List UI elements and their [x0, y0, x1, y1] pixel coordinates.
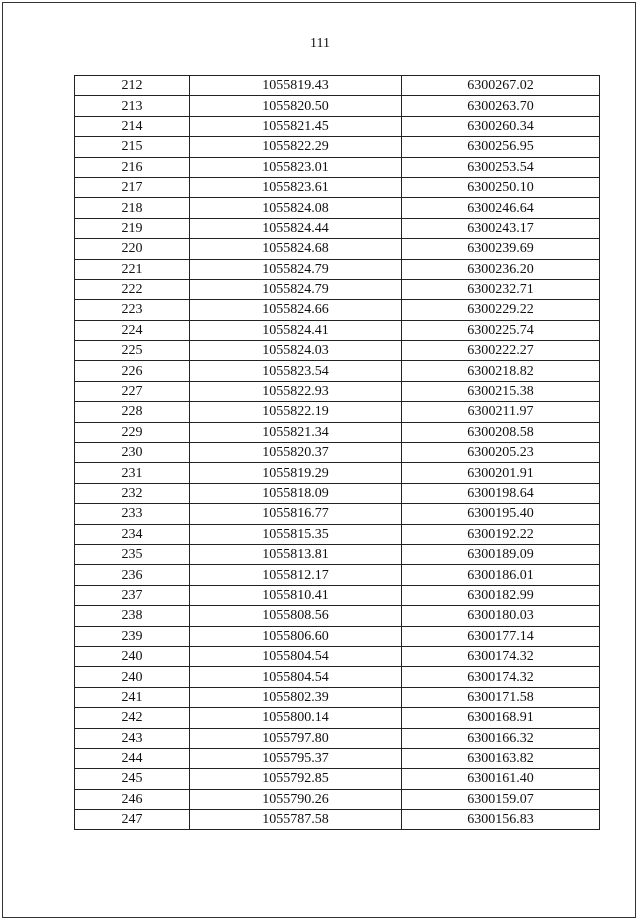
table-row	[75, 137, 600, 157]
table-row	[75, 279, 600, 299]
table-row	[75, 728, 600, 748]
y-coordinate-cell: 6300159.07	[402, 789, 600, 809]
point-number-cell: 214	[75, 116, 190, 136]
x-coordinate-cell: 1055808.56	[190, 606, 402, 626]
x-coordinate-cell: 1055820.50	[190, 96, 402, 116]
y-coordinate-cell: 6300250.10	[402, 177, 600, 197]
y-coordinate-cell: 6300186.01	[402, 565, 600, 585]
y-coordinate-cell: 6300171.58	[402, 687, 600, 707]
y-coordinate-cell: 6300189.09	[402, 544, 600, 564]
x-coordinate-cell: 1055824.66	[190, 300, 402, 320]
x-coordinate-cell: 1055800.14	[190, 708, 402, 728]
table-row	[75, 218, 600, 238]
table-row	[75, 177, 600, 197]
coordinates-table	[74, 75, 600, 830]
x-coordinate-cell: 1055792.85	[190, 769, 402, 789]
x-coordinate-cell: 1055804.54	[190, 667, 402, 687]
y-coordinate-cell: 6300256.95	[402, 137, 600, 157]
point-number-cell: 240	[75, 667, 190, 687]
x-coordinate-cell: 1055819.29	[190, 463, 402, 483]
point-number-cell: 228	[75, 402, 190, 422]
table-row	[75, 646, 600, 666]
y-coordinate-cell: 6300182.99	[402, 585, 600, 605]
x-coordinate-cell: 1055818.09	[190, 483, 402, 503]
point-number-cell: 216	[75, 157, 190, 177]
y-coordinate-cell: 6300225.74	[402, 320, 600, 340]
point-number-cell: 245	[75, 769, 190, 789]
x-coordinate-cell: 1055824.08	[190, 198, 402, 218]
point-number-cell: 235	[75, 544, 190, 564]
x-coordinate-cell: 1055804.54	[190, 646, 402, 666]
point-number-cell: 218	[75, 198, 190, 218]
table-row	[75, 504, 600, 524]
y-coordinate-cell: 6300205.23	[402, 443, 600, 463]
point-number-cell: 223	[75, 300, 190, 320]
x-coordinate-cell: 1055797.80	[190, 728, 402, 748]
point-number-cell: 240	[75, 646, 190, 666]
x-coordinate-cell: 1055813.81	[190, 544, 402, 564]
y-coordinate-cell: 6300180.03	[402, 606, 600, 626]
x-coordinate-cell: 1055824.41	[190, 320, 402, 340]
x-coordinate-cell: 1055820.37	[190, 443, 402, 463]
point-number-cell: 246	[75, 789, 190, 809]
table-row	[75, 422, 600, 442]
table-row	[75, 198, 600, 218]
y-coordinate-cell: 6300166.32	[402, 728, 600, 748]
table-row	[75, 585, 600, 605]
point-number-cell: 238	[75, 606, 190, 626]
point-number-cell: 227	[75, 381, 190, 401]
point-number-cell: 215	[75, 137, 190, 157]
point-number-cell: 241	[75, 687, 190, 707]
table-row	[75, 524, 600, 544]
point-number-cell: 225	[75, 341, 190, 361]
y-coordinate-cell: 6300246.64	[402, 198, 600, 218]
x-coordinate-cell: 1055822.19	[190, 402, 402, 422]
x-coordinate-cell: 1055815.35	[190, 524, 402, 544]
x-coordinate-cell: 1055822.93	[190, 381, 402, 401]
table-row	[75, 606, 600, 626]
point-number-cell: 247	[75, 810, 190, 830]
y-coordinate-cell: 6300211.97	[402, 402, 600, 422]
table-row	[75, 708, 600, 728]
y-coordinate-cell: 6300161.40	[402, 769, 600, 789]
y-coordinate-cell: 6300201.91	[402, 463, 600, 483]
table-row	[75, 381, 600, 401]
table-row	[75, 300, 600, 320]
point-number-cell: 221	[75, 259, 190, 279]
x-coordinate-cell: 1055790.26	[190, 789, 402, 809]
x-coordinate-cell: 1055823.61	[190, 177, 402, 197]
y-coordinate-cell: 6300253.54	[402, 157, 600, 177]
y-coordinate-cell: 6300215.38	[402, 381, 600, 401]
point-number-cell: 236	[75, 565, 190, 585]
point-number-cell: 224	[75, 320, 190, 340]
x-coordinate-cell: 1055824.68	[190, 239, 402, 259]
y-coordinate-cell: 6300229.22	[402, 300, 600, 320]
point-number-cell: 220	[75, 239, 190, 259]
table-row	[75, 544, 600, 564]
point-number-cell: 219	[75, 218, 190, 238]
point-number-cell: 244	[75, 748, 190, 768]
y-coordinate-cell: 6300195.40	[402, 504, 600, 524]
x-coordinate-cell: 1055787.58	[190, 810, 402, 830]
x-coordinate-cell: 1055802.39	[190, 687, 402, 707]
table-row	[75, 667, 600, 687]
point-number-cell: 229	[75, 422, 190, 442]
point-number-cell: 232	[75, 483, 190, 503]
table-row	[75, 769, 600, 789]
y-coordinate-cell: 6300174.32	[402, 646, 600, 666]
x-coordinate-cell: 1055810.41	[190, 585, 402, 605]
x-coordinate-cell: 1055806.60	[190, 626, 402, 646]
table-row	[75, 157, 600, 177]
table-row	[75, 76, 600, 96]
table-row	[75, 320, 600, 340]
x-coordinate-cell: 1055824.79	[190, 259, 402, 279]
table-row	[75, 687, 600, 707]
x-coordinate-cell: 1055812.17	[190, 565, 402, 585]
y-coordinate-cell: 6300263.70	[402, 96, 600, 116]
coordinates-table-body	[75, 76, 600, 830]
table-row	[75, 116, 600, 136]
y-coordinate-cell: 6300267.02	[402, 76, 600, 96]
y-coordinate-cell: 6300163.82	[402, 748, 600, 768]
y-coordinate-cell: 6300156.83	[402, 810, 600, 830]
y-coordinate-cell: 6300198.64	[402, 483, 600, 503]
point-number-cell: 234	[75, 524, 190, 544]
table-row	[75, 341, 600, 361]
y-coordinate-cell: 6300177.14	[402, 626, 600, 646]
y-coordinate-cell: 6300192.22	[402, 524, 600, 544]
table-row	[75, 239, 600, 259]
x-coordinate-cell: 1055823.54	[190, 361, 402, 381]
x-coordinate-cell: 1055821.45	[190, 116, 402, 136]
point-number-cell: 231	[75, 463, 190, 483]
table-row	[75, 443, 600, 463]
table-row	[75, 402, 600, 422]
table-row	[75, 810, 600, 830]
y-coordinate-cell: 6300260.34	[402, 116, 600, 136]
point-number-cell: 213	[75, 96, 190, 116]
point-number-cell: 226	[75, 361, 190, 381]
x-coordinate-cell: 1055823.01	[190, 157, 402, 177]
x-coordinate-cell: 1055822.29	[190, 137, 402, 157]
table-row	[75, 789, 600, 809]
x-coordinate-cell: 1055824.44	[190, 218, 402, 238]
y-coordinate-cell: 6300218.82	[402, 361, 600, 381]
x-coordinate-cell: 1055821.34	[190, 422, 402, 442]
point-number-cell: 237	[75, 585, 190, 605]
x-coordinate-cell: 1055819.43	[190, 76, 402, 96]
y-coordinate-cell: 6300236.20	[402, 259, 600, 279]
table-row	[75, 463, 600, 483]
y-coordinate-cell: 6300243.17	[402, 218, 600, 238]
x-coordinate-cell: 1055824.03	[190, 341, 402, 361]
page-number: 111	[310, 36, 330, 51]
point-number-cell: 242	[75, 708, 190, 728]
point-number-cell: 217	[75, 177, 190, 197]
y-coordinate-cell: 6300208.58	[402, 422, 600, 442]
y-coordinate-cell: 6300232.71	[402, 279, 600, 299]
table-row	[75, 483, 600, 503]
table-row	[75, 259, 600, 279]
point-number-cell: 230	[75, 443, 190, 463]
y-coordinate-cell: 6300168.91	[402, 708, 600, 728]
table-row	[75, 361, 600, 381]
point-number-cell: 212	[75, 76, 190, 96]
x-coordinate-cell: 1055824.79	[190, 279, 402, 299]
point-number-cell: 239	[75, 626, 190, 646]
table-row	[75, 748, 600, 768]
y-coordinate-cell: 6300239.69	[402, 239, 600, 259]
x-coordinate-cell: 1055816.77	[190, 504, 402, 524]
point-number-cell: 233	[75, 504, 190, 524]
point-number-cell: 243	[75, 728, 190, 748]
point-number-cell: 222	[75, 279, 190, 299]
y-coordinate-cell: 6300222.27	[402, 341, 600, 361]
y-coordinate-cell: 6300174.32	[402, 667, 600, 687]
table-row	[75, 626, 600, 646]
x-coordinate-cell: 1055795.37	[190, 748, 402, 768]
table-row	[75, 565, 600, 585]
table-row	[75, 96, 600, 116]
